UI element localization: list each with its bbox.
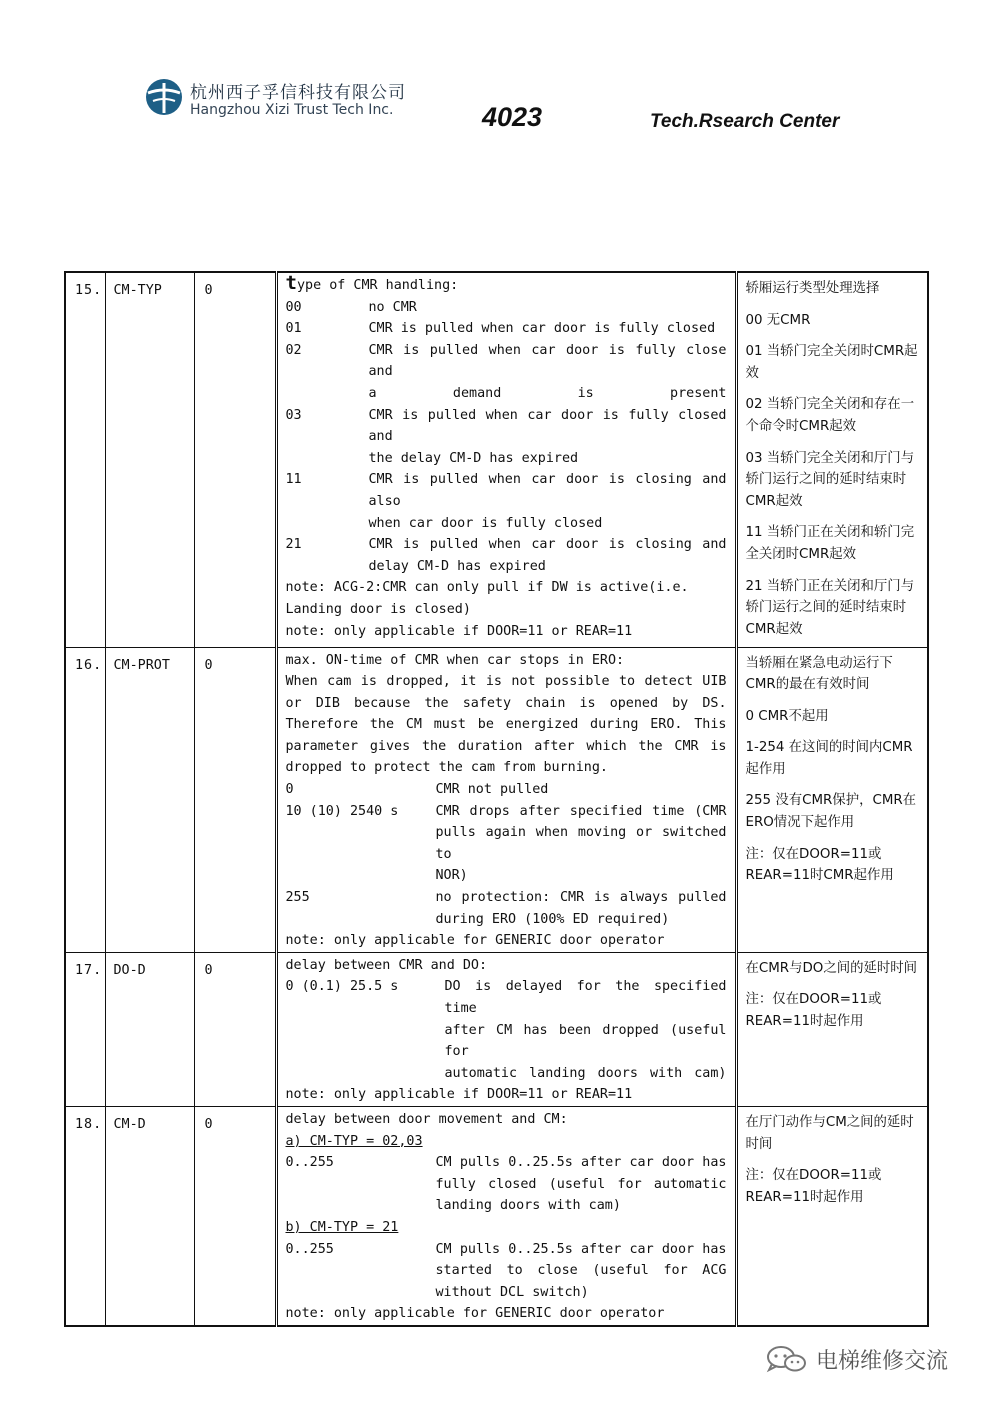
note-text: Landing door is closed) (285, 601, 471, 617)
option-row: 21 CMR is pulled when car door is closing and delay CM-D has expired (285, 537, 727, 574)
watermark (764, 1342, 964, 1378)
param-description (276, 952, 736, 1106)
cn-text: 1-254 在这间的时间内CMR起作用 (745, 740, 913, 777)
option-row: 0 CMR not pulled (285, 782, 549, 798)
cn-text: 01 当轿门完全关闭时CMR起效 (745, 344, 918, 381)
param-number: 17. (65, 952, 105, 1106)
param-number: 18. (65, 1106, 105, 1325)
option-row: 0 (0.1) 25.5 s DO is delayed for the specified time after CM has been dropped (useful for automatic landing doors with cam) (285, 979, 727, 1081)
note-text: note: only applicable for GENERIC door operator (285, 1306, 665, 1322)
cn-text: 在CMR与DO之间的延时时间 (745, 960, 918, 976)
table-row (65, 1106, 928, 1325)
param-number: 16. (65, 647, 105, 952)
option-row: 10 (10) 2540 s CMR drops after specified time (CMR pulls again when moving or switched to NOR) (285, 803, 727, 884)
subheading-b: b) CM-TYP = 21 (285, 1219, 399, 1235)
company-name-en: Hangzhou Xizi Trust Tech Inc. (190, 102, 394, 118)
cn-text: 注：仅在DOOR=11或REAR=11时起作用 (745, 992, 882, 1029)
subheading-a: a) CM-TYP = 02,03 (285, 1133, 423, 1149)
cn-text: 注：仅在DOOR=11或REAR=11时起作用 (745, 1168, 882, 1205)
cn-text: 02 当轿门完全关闭和存在一个命令时CMR起效 (745, 397, 915, 434)
param-description-cn (736, 952, 928, 1106)
param-default: 0 (194, 272, 276, 647)
watermark-text: 电梯维修交流 (816, 1349, 949, 1374)
param-default: 0 (194, 952, 276, 1106)
param-description (276, 647, 736, 952)
cn-text: 在厅门动作与CM之间的延时时间 (745, 1114, 914, 1152)
option-row: 0..255 CM pulls 0..25.5s after car door has started to close (useful for ACG without DCL switch) (285, 1241, 727, 1300)
cn-text: 00 无CMR (745, 312, 811, 328)
company-logo (140, 74, 410, 124)
note-text: note: ACG-2:CMR can only pull if DW is active(i.e. (285, 580, 689, 596)
desc-title: delay between door movement and CM: (285, 1111, 568, 1127)
table-row (65, 272, 928, 647)
table-row (65, 647, 928, 952)
research-center-title: Tech.Rsearch Center (650, 111, 840, 132)
parameter-table (64, 271, 929, 1327)
cn-text: 0 CMR不起用 (745, 708, 829, 724)
option-row: 255 no protection: CMR is always pulled during ERO (100% ED required) (285, 890, 727, 927)
option-row: 03 CMR is pulled when car door is fully closed and the delay CM-D has expired (285, 407, 727, 466)
option-row: 02 CMR is pulled when car door is fully close and a demand is present (285, 342, 727, 401)
company-logo-icon (144, 77, 184, 117)
company-name-cn: 杭州西子孚信科技有限公司 (190, 83, 406, 103)
table-row (65, 952, 928, 1106)
desc-paragraph: When cam is dropped, it is not possible to detect UIB or DIB because the safety chain is opened by DS. Therefore the CM must be energized during ERO. This parameter gives the duration after which the CMR is dropped to protect the cam from burning. (285, 674, 727, 776)
desc-title: delay between CMR and DO: (285, 957, 488, 973)
cn-text: 11 当轿门正在关闭和轿门完全关闭时CMR起效 (745, 525, 915, 562)
param-description (276, 1106, 736, 1325)
cn-text: 255 没有CMR保护，CMR在ERO情况下起作用 (745, 793, 917, 831)
cn-text: 注：仅在DOOR=11或REAR=11时CMR起作用 (745, 846, 894, 884)
note-text: note: only applicable for GENERIC door operator (285, 933, 665, 949)
note-text: note: only applicable if DOOR=11 or REAR=11 (285, 623, 633, 639)
cn-text: 21 当轿门正在关闭和厅门与轿门运行之间的延时结束时CMR起效 (745, 578, 915, 637)
cn-text: 03 当轿门完全关闭和厅门与轿门运行之间的延时结束时CMR起效 (745, 450, 915, 509)
option-row: 11 CMR is pulled when car door is closing and also when car door is fully closed (285, 472, 727, 531)
param-description-cn (736, 647, 928, 952)
param-default: 0 (194, 1106, 276, 1325)
option-row: 01 CMR is pulled when car door is fully closed (285, 321, 716, 337)
document-number: 4023 (482, 102, 543, 132)
desc-title: max. ON-time of CMR when car stops in ERO: (285, 652, 625, 668)
note-text: note: only applicable if DOOR=11 or REAR=11 (285, 1087, 633, 1103)
param-name: CM-TYP (105, 272, 194, 647)
option-row: 0..255 CM pulls 0..25.5s after car door has fully closed (useful for automatic landing doors with cam) (285, 1155, 727, 1214)
wechat-icon (764, 1344, 808, 1374)
param-name: DO-D (105, 952, 194, 1106)
param-name: CM-D (105, 1106, 194, 1325)
cn-text: 轿厢运行类型处理选择 (745, 281, 880, 296)
option-row: 00 no CMR (285, 299, 417, 315)
param-description (276, 272, 736, 647)
param-description-cn (736, 272, 928, 647)
param-default: 0 (194, 647, 276, 952)
param-description-cn (736, 1106, 928, 1325)
desc-title: type of CMR handling: (285, 272, 459, 294)
cn-text: 当轿厢在紧急电动运行下CMR的最在有效时间 (745, 655, 893, 693)
param-name: CM-PROT (105, 647, 194, 952)
param-number: 15. (65, 272, 105, 647)
